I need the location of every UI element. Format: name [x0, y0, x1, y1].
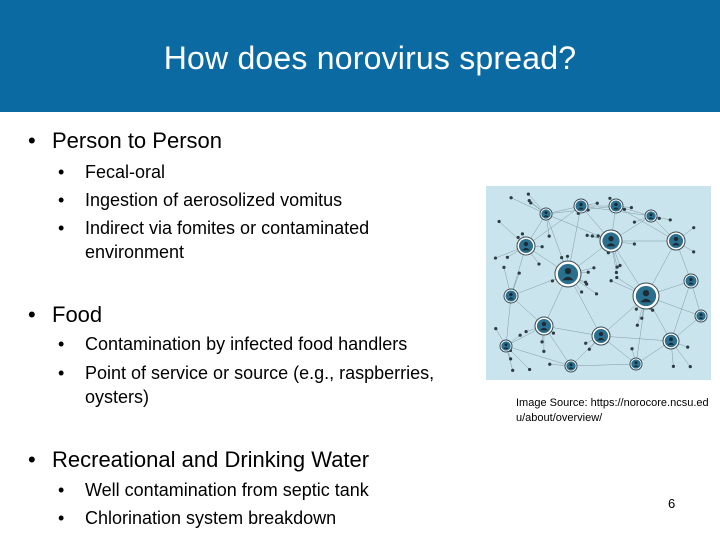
- bullet-icon: •: [58, 363, 65, 383]
- person-node-icon: [633, 283, 659, 309]
- person-node-icon: [663, 333, 679, 349]
- person-node-icon: [695, 310, 707, 322]
- list-item-continuation: oysters): [85, 387, 150, 407]
- bullet-icon: •: [58, 190, 65, 210]
- person-node-icon: [667, 232, 685, 250]
- person-node-icon: [504, 289, 518, 303]
- bullet-icon: •: [58, 218, 65, 238]
- list-item: Chlorination system breakdown: [85, 508, 337, 528]
- list-item-continuation: environment: [85, 242, 185, 262]
- person-node-icon: [517, 237, 535, 255]
- bullet-icon: •: [28, 128, 36, 153]
- person-node-icon: [592, 327, 610, 345]
- person-node-icon: [684, 274, 698, 288]
- network-graph: [486, 186, 711, 380]
- list-item: Ingestion of aerosolized vomitus: [85, 190, 343, 210]
- person-node-icon: [565, 360, 577, 372]
- slide-title: How does norovirus spread?: [163, 40, 577, 76]
- person-node-icon: [540, 208, 552, 220]
- people-network-icon: [486, 186, 711, 380]
- person-node-icon: [600, 230, 622, 252]
- section-heading-food: Food: [52, 302, 103, 327]
- bullet-icon: •: [58, 480, 65, 500]
- person-node-icon: [555, 261, 581, 287]
- person-node-icon: [630, 358, 642, 370]
- person-node-icon: [500, 340, 512, 352]
- section-heading-water: Recreational and Drinking Water: [52, 447, 370, 472]
- list-item: Point of service or source (e.g., raspberries,: [85, 363, 435, 383]
- bullet-icon: •: [58, 508, 65, 528]
- list-item: Indirect via fomites or contaminated: [85, 218, 370, 238]
- image-source-caption: Image Source: https://norocore.ncsu.edu/about/overview/: [516, 397, 709, 424]
- person-node-icon: [574, 199, 588, 213]
- list-item: Fecal-oral: [85, 162, 166, 182]
- bullet-icon: •: [58, 334, 65, 354]
- page-number: 6: [668, 496, 676, 511]
- bullet-icon: •: [28, 447, 36, 472]
- person-node-icon: [645, 210, 657, 222]
- person-node-icon: [535, 317, 553, 335]
- bullet-icon: •: [28, 302, 36, 327]
- section-heading-person: Person to Person: [52, 128, 222, 153]
- bullet-icon: •: [58, 162, 65, 182]
- person-node-icon: [609, 199, 623, 213]
- list-item: Contamination by infected food handlers: [85, 334, 408, 354]
- list-item: Well contamination from septic tank: [85, 480, 369, 500]
